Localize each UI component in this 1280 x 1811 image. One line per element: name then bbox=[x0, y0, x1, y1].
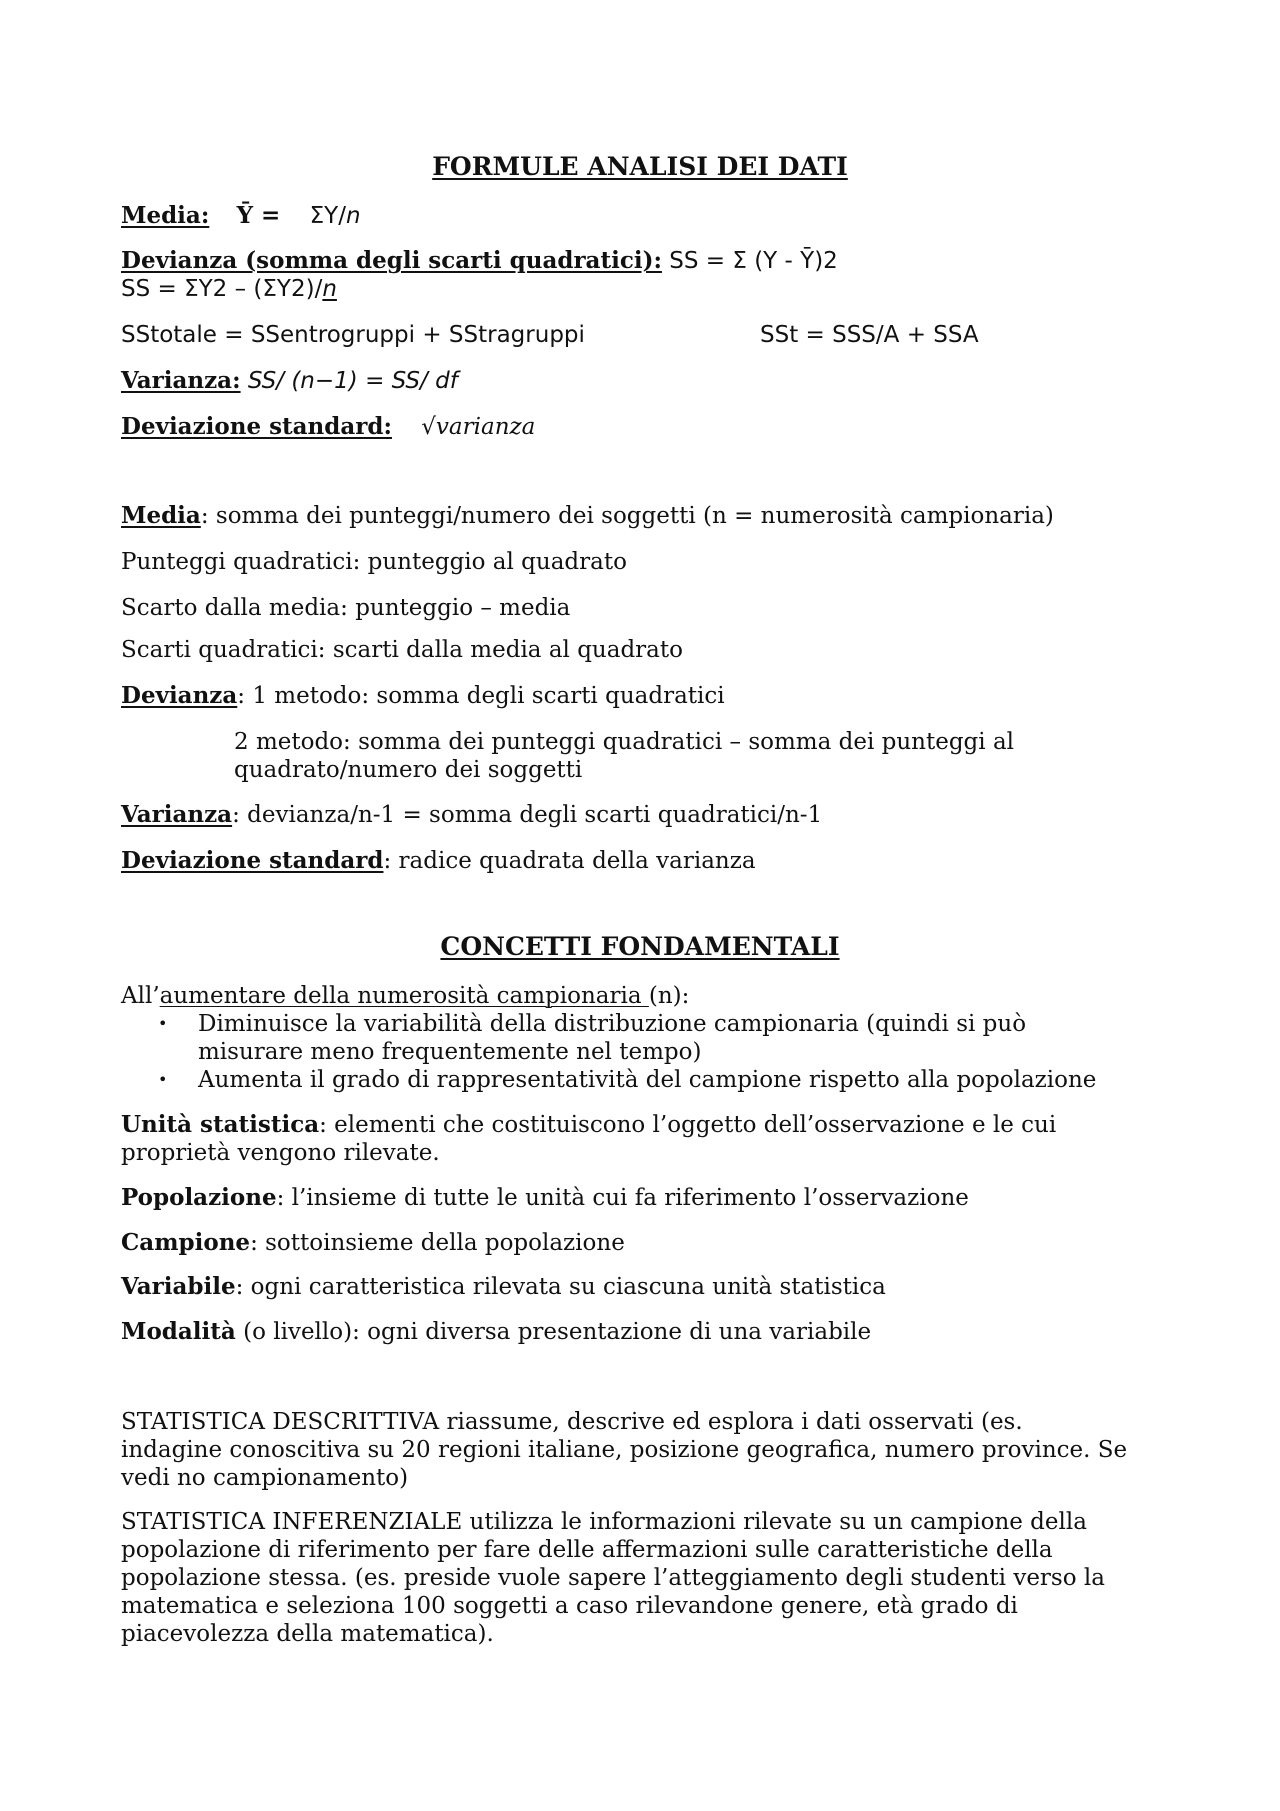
descrittiva-line2: indagine conoscitiva su 20 regioni italiane, posizione geografica, numero province. Se bbox=[121, 1437, 1128, 1463]
ss-formula-line: SS = ΣY2 – (ΣY2)/n bbox=[121, 276, 337, 302]
devianza-formula-label: Devianza (somma degli scarti quadratici): bbox=[121, 247, 662, 274]
media-formula-label: Media: bbox=[121, 202, 210, 229]
varianza-formula: SS/ (n−1) = SS/ df bbox=[240, 368, 458, 394]
devstd-formula-label: Deviazione standard: bbox=[121, 413, 392, 440]
metodo2-line1: 2 metodo: somma dei punteggi quadratici – somma dei punteggi al bbox=[234, 729, 1015, 755]
devianza-formula: SS = Σ (Y - Ȳ)2 bbox=[661, 248, 838, 274]
devianza-formula-line bbox=[121, 247, 838, 275]
bullet1-line2: misurare meno frequentemente nel tempo) bbox=[198, 1039, 702, 1065]
inferenziale-line2: popolazione di riferimento per fare delle affermazioni sulle caratteristiche della bbox=[121, 1537, 1053, 1563]
concetti-title: CONCETTI FONDAMENTALI bbox=[440, 932, 840, 961]
devstd-formula: √varianza bbox=[421, 414, 536, 440]
inferenziale-line3: popolazione stessa. (es. preside vuole sapere l’atteggiamento degli studenti verso la bbox=[121, 1565, 1105, 1591]
formulas-title: FORMULE ANALISI DEI DATI bbox=[432, 152, 848, 181]
metodo2-line2: quadrato/numero dei soggetti bbox=[234, 757, 583, 783]
devianza-description: Devianza: 1 metodo: somma degli scarti quadratici bbox=[121, 682, 725, 709]
scarto-media-line: Scarto dalla media: punteggio – media bbox=[121, 595, 571, 621]
devstd-formula-line bbox=[121, 413, 535, 441]
scarti-quadratici-line: Scarti quadratici: scarti dalla media al quadrato bbox=[121, 637, 683, 663]
varianza-formula-line bbox=[121, 367, 458, 395]
modalita-line: Modalità (o livello): ogni diversa presentazione di una variabile bbox=[121, 1318, 872, 1345]
media-description: Media: somma dei punteggi/numero dei soggetti (n = numerosità campionaria) bbox=[121, 502, 1054, 529]
inferenziale-line1: STATISTICA INFERENZIALE utilizza le informazioni rilevate su un campione della bbox=[121, 1509, 1087, 1535]
concetti-intro: All’aumentare della numerosità campionaria (n): bbox=[121, 983, 690, 1009]
varianza-description: Varianza: devianza/n-1 = somma degli scarti quadratici/n-1 bbox=[121, 801, 823, 828]
descrittiva-line3: vedi no campionamento) bbox=[121, 1465, 409, 1491]
popolazione-line: Popolazione: l’insieme di tutte le unità cui fa riferimento l’osservazione bbox=[121, 1184, 969, 1211]
sstotale-line: SStotale = SSentrogruppi + SStragruppi bbox=[121, 322, 585, 348]
variabile-line: Variabile: ogni caratteristica rilevata su ciascuna unità statistica bbox=[121, 1273, 886, 1300]
bullet-glyph: • bbox=[158, 1070, 168, 1089]
bullet1-line1: Diminuisce la variabilità della distribuzione campionaria (quindi si può bbox=[198, 1011, 1027, 1037]
campione-line: Campione: sottoinsieme della popolazione bbox=[121, 1229, 625, 1256]
varianza-formula-label: Varianza: bbox=[121, 367, 241, 394]
inferenziale-line4: matematica e seleziona 100 soggetti a caso rilevandone genere, età grado di bbox=[121, 1593, 1018, 1619]
unita-statistica-line1: Unità statistica: elementi che costituiscono l’oggetto dell’osservazione e le cui bbox=[121, 1111, 1057, 1138]
sst-line: SSt = SSS/A + SSA bbox=[760, 322, 979, 348]
descrittiva-line1: STATISTICA DESCRITTIVA riassume, descrive ed esplora i dati osservati (es. bbox=[121, 1409, 1023, 1435]
devstd-description: Deviazione standard: radice quadrata della varianza bbox=[121, 847, 756, 874]
unita-statistica-line2: proprietà vengono rilevate. bbox=[121, 1140, 440, 1166]
media-symbol: Ȳ = bbox=[236, 202, 281, 229]
bullet2-line: Aumenta il grado di rappresentatività del campione rispetto alla popolazione bbox=[198, 1067, 1097, 1093]
media-formula-line bbox=[121, 202, 361, 230]
bullet-glyph: • bbox=[158, 1014, 168, 1033]
punteggi-quadratici-line: Punteggi quadratici: punteggio al quadrato bbox=[121, 549, 627, 575]
inferenziale-line5: piacevolezza della matematica). bbox=[121, 1621, 494, 1647]
media-formula: ΣY/n bbox=[309, 203, 361, 229]
